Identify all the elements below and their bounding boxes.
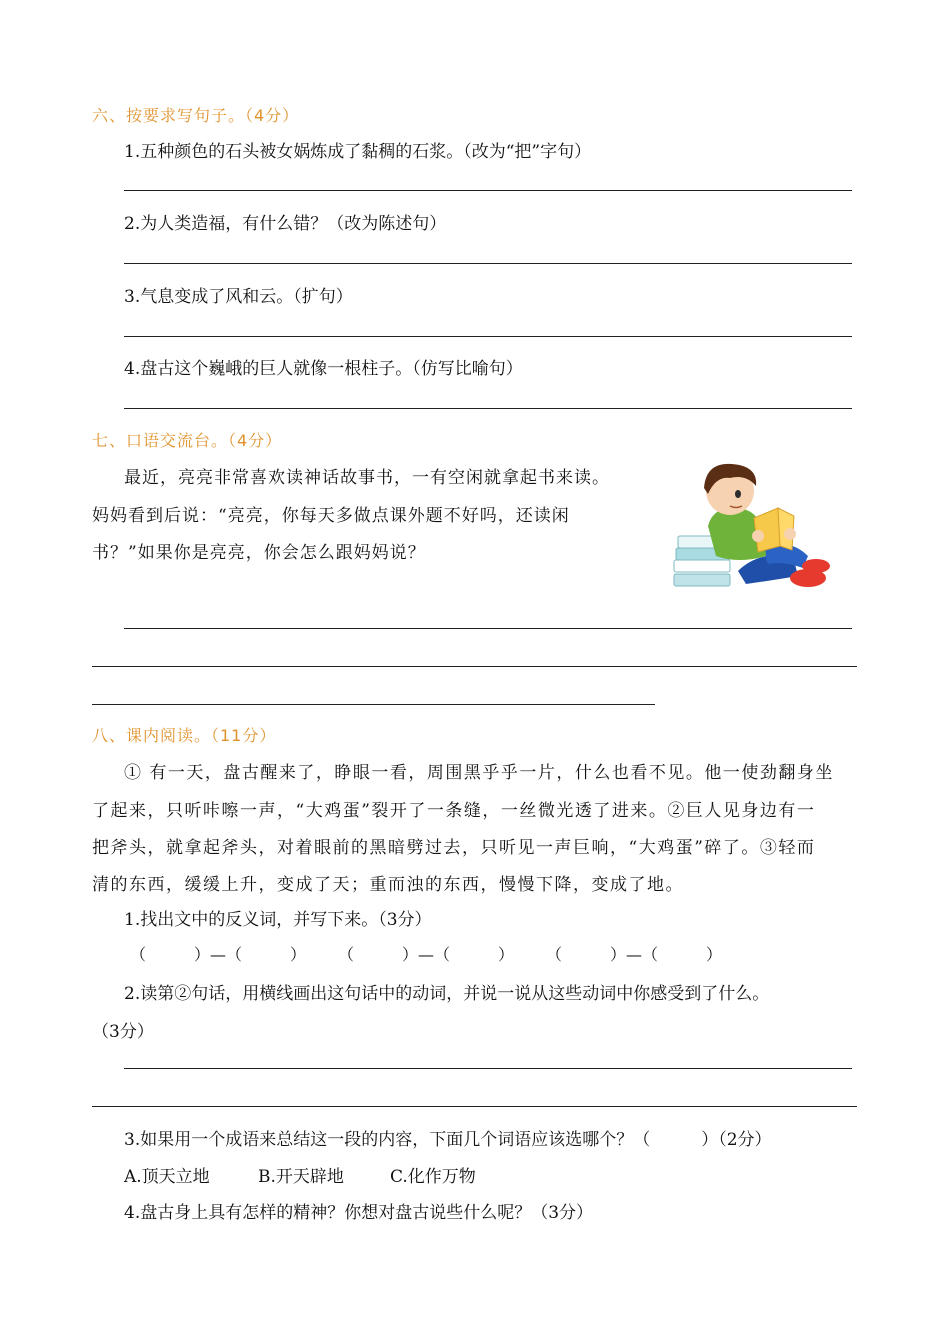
section8-title: 八、课内阅读。（11分）	[92, 726, 277, 745]
section7-title: 七、口语交流台。（4分）	[92, 431, 283, 450]
section8-question-2-points: （3分）	[92, 1022, 154, 1042]
section6-question-2: 2.为人类造福，有什么错？（改为陈述句）	[124, 214, 447, 234]
option-b[interactable]: B.开天辟地	[258, 1167, 344, 1187]
section6-question-4: 4.盘古这个巍峨的巨人就像一根柱子。（仿写比喻句）	[124, 359, 523, 379]
section6-question-3: 3.气息变成了风和云。（扩句）	[124, 287, 353, 307]
section8-question-2: 2.读第②句话，用横线画出这句话中的动词，并说一说从这些动词中你感受到了什么。	[124, 984, 770, 1004]
option-c[interactable]: C.化作万物	[390, 1167, 476, 1187]
section7-text-line-3: 书？”如果你是亮亮，你会怎么跟妈妈说？	[92, 543, 426, 563]
section8-question-1: 1.找出文中的反义词，并写下来。（3分）	[124, 910, 432, 930]
answer-line[interactable]	[124, 408, 852, 409]
passage-line-2: 了起来，只听咔嚓一声，“大鸡蛋”裂开了一条缝，一丝微光透了进来。②巨人见身边有一	[92, 801, 816, 821]
answer-line[interactable]	[124, 263, 852, 264]
passage-line-1: ① 有一天，盘古醒来了，睁眼一看，周围黑乎乎一片，什么也看不见。他一使劲翻身坐	[124, 763, 834, 783]
section8-question-3: 3.如果用一个成语来总结这一段的内容，下面几个词语应该选哪个？（ ）（2分）	[124, 1130, 772, 1150]
section7-text-line-1: 最近，亮亮非常喜欢读神话故事书，一有空闲就拿起书来读。	[124, 468, 610, 488]
answer-line[interactable]	[92, 1106, 857, 1107]
passage-line-4: 清的东西，缓缓上升，变成了天；重而浊的东西，慢慢下降，变成了地。	[92, 875, 684, 895]
answer-line[interactable]	[124, 336, 852, 337]
answer-line[interactable]	[92, 666, 857, 667]
section8-question-4: 4.盘古身上具有怎样的精神？你想对盘古说些什么呢？（3分）	[124, 1203, 594, 1223]
answer-line[interactable]	[124, 1068, 852, 1069]
section6-title: 六、按要求写句子。（4分）	[92, 106, 300, 125]
option-a[interactable]: A.顶天立地	[124, 1167, 210, 1187]
antonym-blanks[interactable]: （ ）—（ ） （ ）—（ ） （ ）—（ ）	[130, 945, 723, 964]
passage-line-3: 把斧头，就拿起斧头，对着眼前的黑暗劈过去，只听见一声巨响，“大鸡蛋”碎了。③轻而	[92, 838, 816, 858]
boy-reading-book-icon	[668, 456, 838, 601]
answer-line[interactable]	[92, 704, 655, 705]
answer-line[interactable]	[124, 628, 852, 629]
section6-question-1: 1.五种颜色的石头被女娲炼成了黏稠的石浆。（改为“把”字句）	[124, 142, 592, 162]
section7-text-line-2: 妈妈看到后说：“亮亮，你每天多做点课外题不好吗，还读闲	[92, 506, 570, 526]
answer-line[interactable]	[124, 190, 852, 191]
